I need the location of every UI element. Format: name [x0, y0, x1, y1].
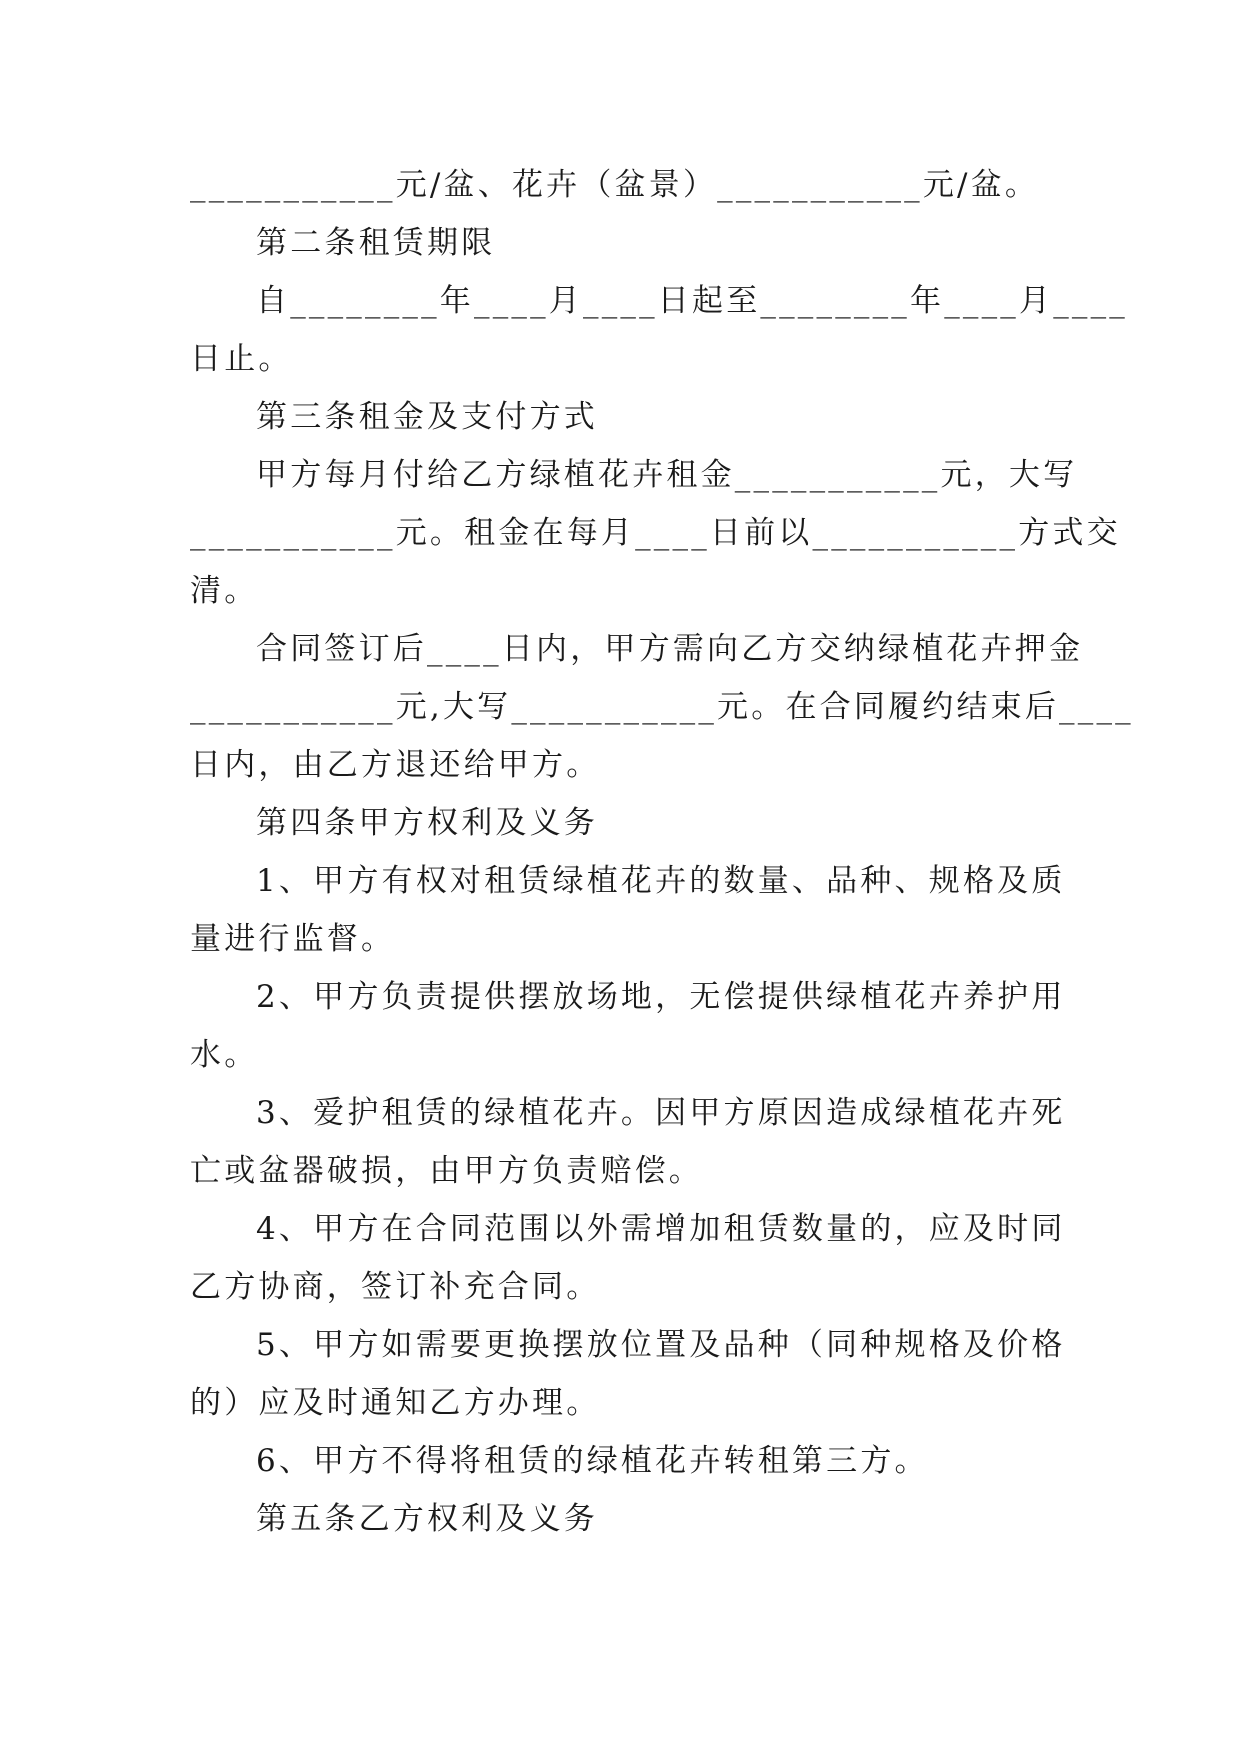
clause-1-cont: 量进行监督。	[190, 921, 396, 957]
clause-3: 3、爱护租赁的绿植花卉。因甲方原因造成绿植花卉死	[256, 1095, 1066, 1131]
clause-1: 1、甲方有权对租赁绿植花卉的数量、品种、规格及质	[256, 863, 1066, 899]
clause-2: 2、甲方负责提供摆放场地，无偿提供绿植花卉养护用	[256, 979, 1066, 1015]
text-line-rent: 甲方每月付给乙方绿植花卉租金___________元，大写	[256, 457, 1078, 493]
clause-5-cont: 的）应及时通知乙方办理。	[190, 1385, 601, 1421]
clause-4-cont: 乙方协商，签订补充合同。	[190, 1269, 601, 1305]
heading-article-2: 第二条租赁期限	[256, 225, 496, 261]
clause-5: 5、甲方如需要更换摆放位置及品种（同种规格及价格	[256, 1327, 1066, 1363]
text-line-period-end: 日止。	[190, 341, 293, 377]
text-line-rent-payment: ___________元。租金在每月____日前以___________方式交	[190, 515, 1121, 551]
text-line-rent-end: 清。	[190, 573, 259, 609]
clause-6: 6、甲方不得将租赁的绿植花卉转租第三方。	[256, 1443, 929, 1479]
heading-article-3: 第三条租金及支付方式	[256, 399, 598, 435]
text-line-price: ___________元/盆、花卉（盆景）___________元/盆。	[190, 167, 1040, 203]
heading-article-4: 第四条甲方权利及义务	[256, 805, 598, 841]
clause-4: 4、甲方在合同范围以外需增加租赁数量的，应及时同	[256, 1211, 1066, 1247]
text-line-deposit-amount: ___________元,大写___________元。在合同履约结束后____	[190, 689, 1134, 725]
clause-2-cont: 水。	[190, 1037, 259, 1073]
text-line-deposit: 合同签订后____日内，甲方需向乙方交纳绿植花卉押金	[256, 631, 1084, 667]
clause-3-cont: 亡或盆器破损，由甲方负责赔偿。	[190, 1153, 703, 1189]
heading-article-5: 第五条乙方权利及义务	[256, 1501, 598, 1537]
text-line-deposit-refund: 日内，由乙方退还给甲方。	[190, 747, 601, 783]
text-line-period: 自________年____月____日起至________年____月____	[256, 283, 1128, 319]
